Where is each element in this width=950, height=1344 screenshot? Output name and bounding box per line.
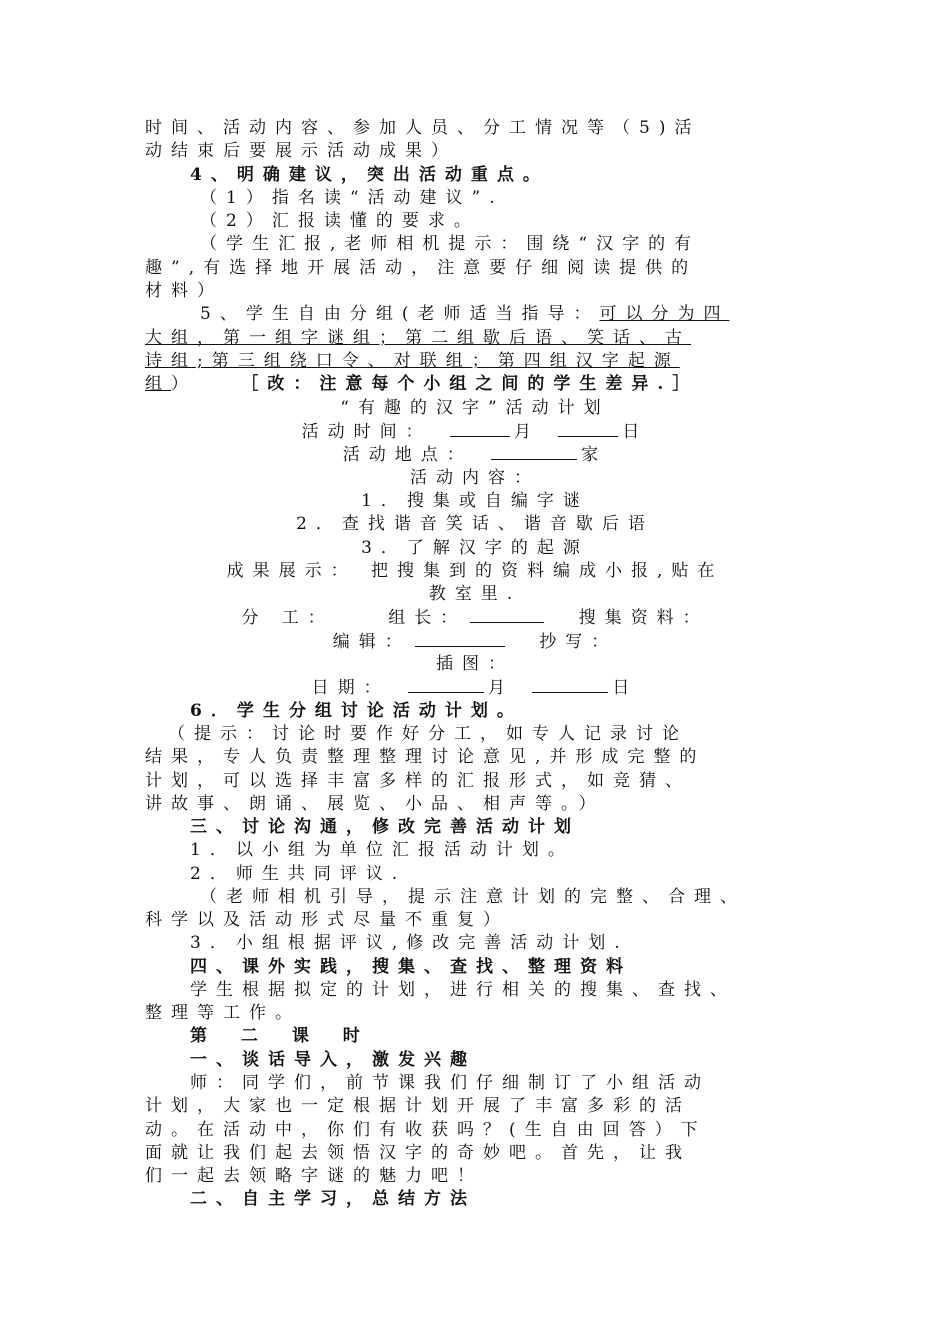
text-line	[200, 303, 729, 325]
text-line: 材料）	[145, 281, 223, 301]
underlined-text: 可以分为四	[599, 304, 730, 324]
text-line: 计划，可以选择丰富多样的汇报形式，如竞猜、	[145, 771, 691, 791]
blank-line	[532, 676, 608, 693]
text-line: 们一起去领略字谜的魅力吧！	[145, 1166, 483, 1186]
field-label: 日	[612, 678, 639, 698]
plan-item: 2．查找谐音笑话、谐音歇后语	[296, 514, 654, 534]
blank-line	[470, 606, 544, 623]
field-label: 活动时间：	[301, 422, 432, 442]
text-line: 动结束后要展示活动成果）	[145, 141, 457, 161]
plan-date	[0, 676, 950, 699]
section-heading: 二、自主学习，总结方法	[190, 1189, 476, 1209]
text-line: 面就让我们起去领悟汉字的奇妙吧。首先，让我	[145, 1143, 691, 1163]
section-heading: 6．学生分组讨论活动计划。	[190, 701, 523, 721]
plan-result: 成果展示： 把搜集到的资料编成小报,贴在	[226, 561, 724, 581]
plan-result: 教室里.	[428, 584, 522, 604]
text-line: （2）汇报读懂的要求。	[200, 211, 480, 231]
underlined-text: 诗组;第三组绕口令、对联组；第四组汉字起源	[145, 351, 680, 371]
underlined-text: 大组，第一组字谜组；第二组歇后语、笑话、古	[145, 328, 691, 348]
text-line: 计划，大家也一定根据计划开展了丰富多彩的活	[145, 1096, 691, 1116]
blank-line	[491, 443, 577, 460]
blank-line	[558, 420, 618, 437]
text-line: 结果，专人负责整理整理讨论意见,并形成完整的	[145, 747, 706, 767]
text-line: （老师相机引导，提示注意计划的完整、合理、	[200, 887, 746, 907]
text-line: 动。在活动中，你们有收获吗？(生自由回答）下	[145, 1120, 707, 1140]
text-line: 师：同学们，前节课我们仔细制订了小组活动	[190, 1073, 710, 1093]
plan-place	[0, 443, 950, 466]
plan-title: “有趣的汉字”活动计划	[340, 398, 610, 418]
text-line: （提示：讨论时要作好分工，如专人记录讨论	[168, 724, 688, 744]
text-line: 学生根据拟定的计划，进行相关的搜集、查找、	[190, 980, 736, 1000]
blank-line	[415, 630, 505, 647]
text-line: 1．以小组为单位汇报活动计划。	[190, 840, 574, 860]
field-label: 组长：	[388, 608, 467, 628]
plan-illustration: 插图：	[436, 654, 514, 674]
section-heading: 三、讨论沟通，修改完善活动计划	[190, 817, 580, 837]
text-run: ）	[171, 374, 197, 394]
plan-content-label: 活动内容：	[410, 468, 540, 488]
text-line: （1）指名读“活动建议”.	[200, 188, 504, 208]
text-line: 3．小组根据评议,修改完善活动计划.	[190, 933, 629, 953]
underlined-text: 组	[145, 374, 171, 394]
field-label: 家	[581, 445, 608, 465]
text-run: 5、学生自由分组(老师适当指导：	[200, 304, 600, 324]
text-line: 科学以及活动形式尽量不重复）	[145, 910, 509, 930]
field-label: 日	[622, 422, 649, 442]
text-line: 整理等工作。	[145, 1003, 301, 1023]
field-label: 活动地点：	[342, 445, 473, 465]
text-line: 2．师生共同评议.	[190, 864, 407, 884]
plan-item: 3．了解汉字的起源	[361, 538, 589, 558]
plan-division	[0, 606, 950, 629]
revision-note: ［改：注意每个小组之间的学生差异.］	[241, 374, 699, 394]
blank-line	[450, 420, 510, 437]
field-label: 月	[514, 422, 540, 442]
field-label: 抄写：	[539, 632, 618, 652]
field-label: 搜集资料：	[578, 608, 709, 628]
section-heading: 一、谈话导入，激发兴趣	[190, 1050, 476, 1070]
plan-time	[0, 420, 950, 443]
field-label: 日期：	[311, 678, 390, 698]
text-line: 时间、活动内容、参加人员、分工情况等（5)活	[145, 118, 701, 138]
lesson-heading: 第 二 课 时	[190, 1026, 374, 1046]
plan-editor	[0, 630, 950, 653]
text-line: （学生汇报,老师相机提示：围绕“汉字的有	[200, 234, 701, 254]
plan-item: 1．搜集或自编字谜	[361, 491, 589, 511]
text-line: 趣”,有选择地开展活动，注意要仔细阅读提供的	[145, 258, 698, 278]
text-line	[145, 373, 698, 395]
field-label: 分 工：	[241, 608, 334, 628]
text-line: 讲故事、朗诵、展览、小品、相声等。）	[145, 794, 605, 814]
section-heading: 4、明确建议，突出活动重点。	[190, 165, 549, 185]
blank-line	[408, 676, 484, 693]
field-label: 编辑：	[332, 632, 411, 652]
field-label: 月	[488, 678, 514, 698]
section-heading: 四、课外实践，搜集、查找、整理资料	[190, 957, 632, 977]
